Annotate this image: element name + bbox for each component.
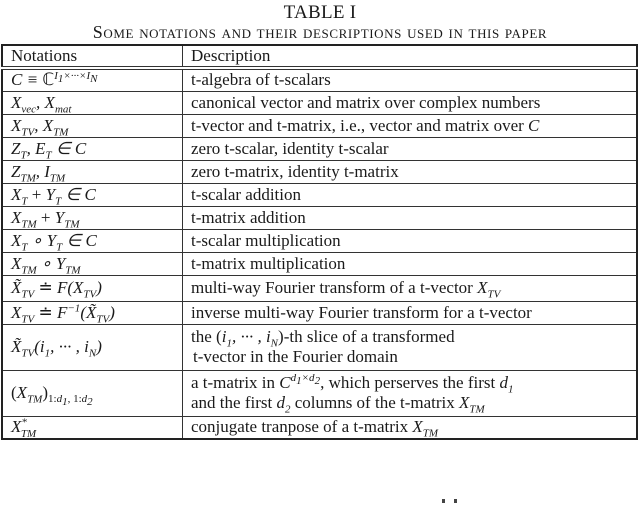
math-inline: C [528,115,540,135]
description-cell: t-algebra of t-scalars [183,68,638,91]
table-row [2,229,637,252]
notation-cell [2,416,183,439]
table-row [2,301,637,324]
math-notation: $X^*_{TM}$ [11,416,37,440]
header-description: Description [183,45,638,68]
table-row [2,160,637,183]
description-cell: zero t-scalar, identity t-scalar [183,137,638,160]
description-line-2: t-vector in the Fourier domain [193,347,398,366]
table-row [2,68,637,91]
description-cell [183,324,638,370]
notation-cell [2,301,183,324]
math-notation: $Z_{TM}$, $I_{TM}$ [11,161,66,184]
table-row [2,114,637,137]
description-cell: t-matrix addition [183,206,638,229]
math-inline: ($i_1$, ··· , $i_N$) [216,327,284,350]
math-notation: C ≡ ℂ$^{I_1\times\cdot\cdot\cdot\times I_N}$ [11,69,98,90]
description-text: conjugate tranpose of a t-matrix [191,417,413,437]
notation-cell [2,252,183,275]
notation-cell [2,114,183,137]
math-notation: $X_{TV}$ ≐ $F^{-1}(X̃_{TV})$ [11,301,115,325]
cropped-text-fragment [442,488,466,492]
math-notation: $X_{TV}$, $X_{TM}$ [11,115,69,138]
description-cell [183,275,638,301]
description-cell: t-matrix multiplication [183,252,638,275]
description-cell [183,416,638,439]
math-inline: $X_{TV}$ [477,278,501,301]
description-cell [183,114,638,137]
math-notation: $X_{vec}$, $X_{mat}$ [11,92,72,115]
notation-cell [2,68,183,91]
description-line-1: the ($i_1$, ··· , $i_N)-th$ slice of a transformed [191,327,455,350]
table-row [2,137,637,160]
description-line-1: a t-matrix in $C^{d_1\times d_2}$, which perserves the first $d_1$ [191,372,514,396]
table-row [2,252,637,275]
notation-cell [2,324,183,370]
description-line-2: and the first $d_2$ columns of the t-matrix $X_{TM}$ [191,393,485,416]
table-row [2,324,637,370]
math-notation: $X̃_{TV}$ ≐ $F(X_{TV})$ [11,278,102,301]
table-caption-title: TABLE I [283,2,357,23]
notation-cell [2,91,183,114]
table-row [2,416,637,439]
math-inline: $d_2$ [276,393,291,416]
header-row [2,45,637,68]
notation-cell [2,160,183,183]
table-row [2,275,637,301]
description-cell: zero t-matrix, identity t-matrix [183,160,638,183]
description-text: t-vector and t-matrix, i.e., vector and matrix over [191,115,529,135]
notation-cell [2,229,183,252]
notation-cell [2,370,183,416]
table-row [2,183,637,206]
description-cell: inverse multi-way Fourier transform for a t-vector [183,301,638,324]
table-row [2,370,637,416]
math-inline: $X_{TM}$ [459,393,485,416]
math-notation: $X_{TM}$ ∘ $Y_{TM}$ [11,253,81,276]
description-text: multi-way Fourier transform of a t-vector [191,278,478,297]
description-cell [183,370,638,416]
math-inline: $d_1$ [499,373,514,396]
notation-cell [2,206,183,229]
notation-cell [2,183,183,206]
description-cell: t-scalar addition [183,183,638,206]
table-row [2,206,637,229]
math-notation: $X_{TM} + Y_{TM}$ [11,207,80,230]
math-notation: $X_T$ ∘ $Y_T$ ∈ C [11,230,97,253]
notation-cell [2,137,183,160]
notation-table [1,44,638,440]
table-caption-subtitle: Some notations and their descriptions used in this paper [92,22,548,42]
description-cell: canonical vector and matrix over complex numbers [183,91,638,114]
math-inline: $C^{d_1\times d_2}$ [279,372,321,392]
math-notation: $X̃_{TV}(i_1$, ··· , $i_N$) [11,337,102,360]
table-row [2,91,637,114]
header-notations: Notations [2,45,183,68]
math-notation: $Z_T$, $E_T$ ∈ C [11,138,87,161]
description-cell: t-scalar multiplication [183,229,638,252]
notation-cell [2,275,183,301]
math-notation: $(X_{TM})_{1:d_1, 1:d_2}$ [11,383,93,409]
math-notation: $X_T + Y_T$ ∈ C [11,184,96,207]
math-inline: $X_{TM}$ [412,417,439,440]
